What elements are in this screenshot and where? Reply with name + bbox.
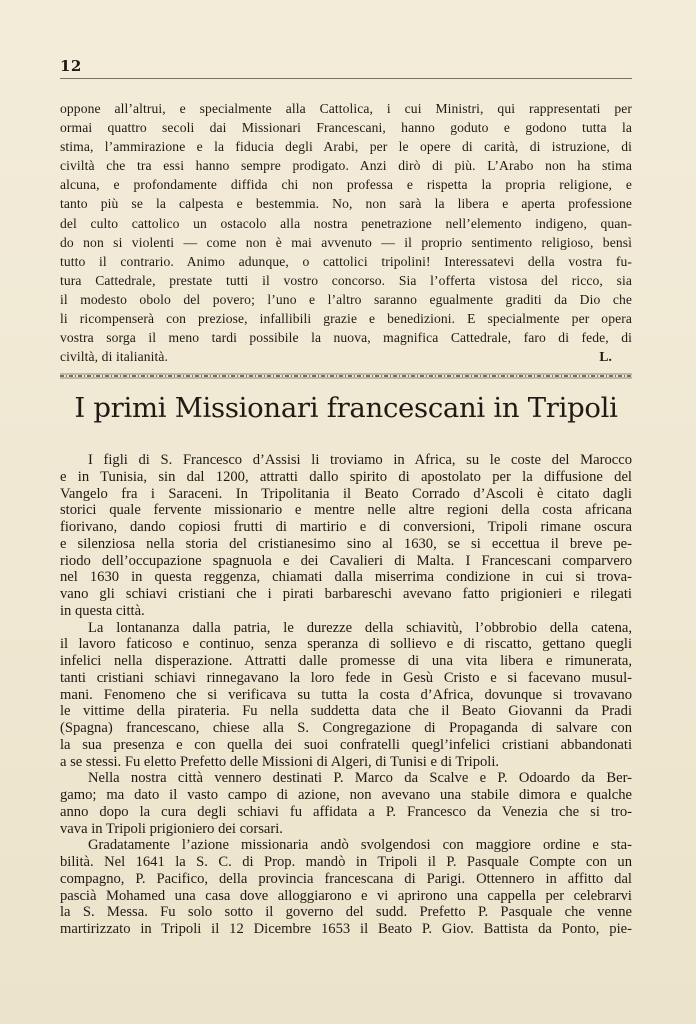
text-line: do non si violenti — come non è mai avvenuto — il proprio sentimento religioso, bensì xyxy=(60,234,632,250)
text-line: e in Tunisia, sin dal 1200, attratti dallo spirito di apostolato per la diffusione del xyxy=(60,468,632,485)
text-line: tanti cristiani schiavi rinnegavano la loro fede in Gesù Cristo e si facevano musul- xyxy=(60,669,632,686)
article-title: I primi Missionari francescani in Tripoli xyxy=(74,392,618,424)
text-line: del culto cattolico un ostacolo alla nostra penetrazione nell’elemento indigeno, quan- xyxy=(60,215,632,231)
text-line: riodo dell’occupazione spagnuola e dei Cavalieri di Malta. I Francescani comparvero xyxy=(60,552,632,569)
page-number: 12 xyxy=(60,57,82,75)
text-line xyxy=(60,347,632,366)
text-line: (Spagna) francescano, chiese alla S. Congregazione di Propaganda di salvare con xyxy=(60,720,632,736)
text-line: La lontananza dalla patria, le durezze della schiavitù, l’obbrobio della catena, xyxy=(88,619,632,636)
text-line: vostra sorga il meno tardi possibile la nuova, magnifica Cattedrale, faro di fede, di xyxy=(60,330,632,346)
text-line: Gradatamente l’azione missionaria andò svolgendosi con maggiore ordine e sta- xyxy=(88,837,632,854)
ornamental-divider xyxy=(60,373,632,379)
text-line: compagno, P. Pacifico, della provincia francescana di Parigi. Ottennero in affitto dal xyxy=(60,870,632,887)
text-line: tura Cattedrale, prestate tutti il vostro concorso. Sia l’offerta vistosa del ricco, sia xyxy=(60,272,632,288)
text-line: martirizzato in Tripoli il 12 Dicembre 1653 il Beato P. Giov. Battista da Ponto, pie- xyxy=(60,921,632,937)
text-line: vava in Tripoli prigioniero dei corsari. xyxy=(60,820,283,837)
text-line: storici quale fervente missionario e mentre nelle altre regioni della costa africana xyxy=(60,502,632,519)
text-line: nel 1630 in questa reggenza, chiamati dalla miserrima condizione in cui si trova- xyxy=(60,569,632,586)
text-line: ormai quattro secoli dai Missionari Francescani, hanno goduto e godono tutta la xyxy=(60,120,632,136)
text-line: anno dopo la cura degli schiavi fu affidata a P. Francesco da Venezia che si tro- xyxy=(60,803,632,820)
text-line: il modesto obolo del povero; l’uno e l’altro saranno egualmente graditi da Dio che xyxy=(60,291,632,307)
text-line: civiltà che tra essi hanno sempre prodigato. Anzi dirò di più. L’Arabo non ha stima xyxy=(60,158,632,174)
text-line: a se stessi. Fu eletto Prefetto delle Missioni di Algeri, di Tunisi e di Tripoli. xyxy=(60,753,500,770)
text-line: Vangelo fra i Saraceni. In Tripolitania il Beato Corrado d’Ascoli è citato dagli xyxy=(60,485,632,502)
text-line: bilità. Nel 1641 la S. C. di Prop. mandò in Tripoli il P. Pasquale Compte con un xyxy=(60,854,632,870)
text-line: alcuna, e profondamente diffida chi non professa e rispetta la propria religione, e xyxy=(60,177,632,193)
text-line: vano gli schiavi cristiani che i pirati barbareschi avevano fatto prigionieri e rilegati xyxy=(60,586,632,602)
text-line: la sua presenza e con quella dei suoi confratelli quegl’infelici cristiani abbandonati xyxy=(60,736,632,753)
text-line: in questa città. xyxy=(60,602,145,619)
text-line: infelici nella disperazione. Attratti dalle promesse di una vita libera e rimunerata, xyxy=(60,653,632,669)
text-line: gamo; ma dato il vasto campo di azione, non avevano una stabile dimora e qualche xyxy=(60,787,632,803)
text-line: pascià Mohamed una casa dove alloggiarono e vi aprirono una cappella per celebrarvi xyxy=(60,887,632,904)
author-signature: L. xyxy=(599,349,612,365)
text-line: li ricompenserà con preziose, infallibili grazie e benedizioni. E specialmente per opera xyxy=(60,311,632,327)
text-line: I figli di S. Francesco d’Assisi li troviamo in Africa, su le coste del Marocco xyxy=(88,452,632,468)
text-line: il lavoro faticoso e continuo, senza speranza di sollievo e di riscatto, gettano quegli xyxy=(60,636,632,653)
text-line: tutto il contrario. Animo adunque, o cattolici tripolini! Interessatevi della vostra fu- xyxy=(60,253,632,269)
text-line: la S. Messa. Fu solo sotto il governo del sudd. Prefetto P. Pasquale che venne xyxy=(60,904,632,921)
text-line: e silenziosa nella storia del cristianesimo sino al 1630, se si eccettua il breve pe- xyxy=(60,535,632,552)
closing-text: civiltà, di italianità. xyxy=(60,349,168,365)
article-body xyxy=(60,452,632,938)
text-line: fiorivano, dando copiosi frutti di martirio e di conversioni, Tripoli rimane oscura xyxy=(60,519,632,535)
text-line: stima, l’ammirazione e la fiducia degli Arabi, per le opere di carità, di istruzione, di xyxy=(60,139,632,155)
intro-paragraph xyxy=(60,99,632,366)
text-line: mani. Fenomeno che si verificava su tutta la costa d’Africa, dovunque si trovavano xyxy=(60,686,632,703)
text-line: oppone all’altrui, e specialmente alla Cattolica, i cui Ministri, qui rappresentati per xyxy=(60,101,632,116)
text-line: le vittime della pirateria. Fu nella suddetta data che il Beato Giovanni da Pradi xyxy=(60,703,632,720)
header-rule xyxy=(60,78,632,79)
text-line: Nella nostra città vennero destinati P. Marco da Scalve e P. Odoardo da Ber- xyxy=(88,770,632,787)
text-line: tanto più se la calpesta e bestemmia. No, non sarà la libera e aperta professione xyxy=(60,196,632,212)
